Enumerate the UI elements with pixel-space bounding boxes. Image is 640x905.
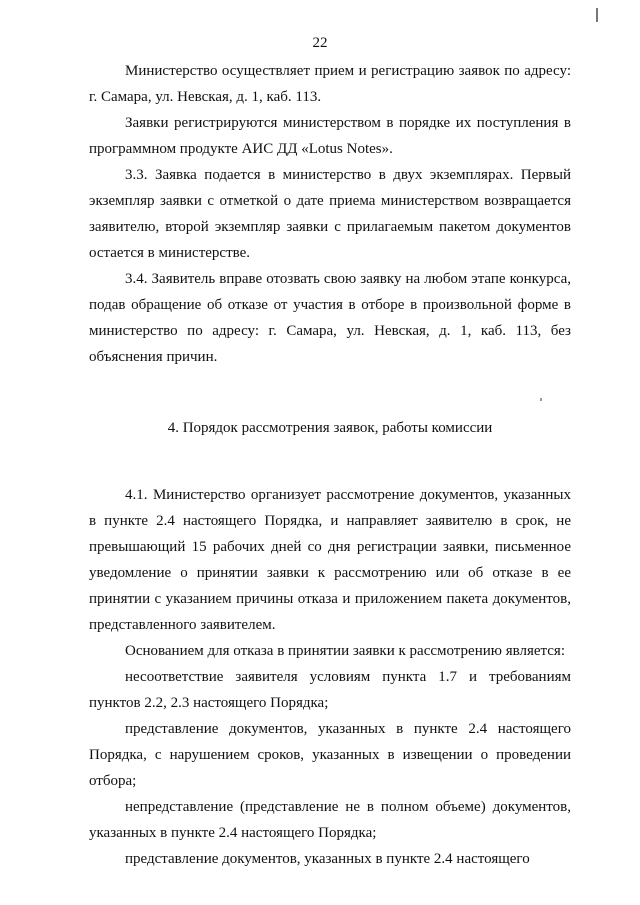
paragraph-ground-late-submission: представление документов, указанных в пункте 2.4 настоящего Порядка, с нарушением сроков, указанных в извещении о проведении отбора; [89,721,571,789]
paragraph-ground-incomplete: непредставление (представление не в полном объеме) документов, указанных в пункте 2.4 настоящего Порядка; [89,799,571,841]
paragraph-reception-address: Министерство осуществляет прием и регистрацию заявок по адресу: г. Самара, ул. Невская, д. 1, каб. 113. [89,63,571,105]
paragraph-4-1: 4.1. Министерство организует рассмотрение документов, указанных в пункте 2.4 настоящего Порядка, и направляет заявителю в срок, не превышающий 15 рабочих дней со дня регистрации заявки, письменное уведомление о принятии заявки к рассмотрению или об отказе в ее принятии с указанием причины отказа и приложением пакета документов, представленного заявителем. [89,487,571,633]
paragraph-registration: Заявки регистрируются министерством в порядке их поступления в программном продукте АИС ДД «Lotus Notes». [89,115,571,157]
paragraph-ground-nonconformity: несоответствие заявителя условиям пункта 1.7 и требованиям пунктов 2.2, 2.3 настоящего Порядка; [89,669,571,711]
paragraph-3-4: 3.4. Заявитель вправе отозвать свою заявку на любом этапе конкурса, подав обращение об отказе от участия в отборе в произвольной форме в министерство по адресу: г. Самара, ул. Невская, д. 1, каб. 113, без объяснения причин. [89,271,571,365]
paragraph-3-3: 3.3. Заявка подается в министерство в двух экземплярах. Первый экземпляр заявки с отметкой о дате приема министерством возвращается заявителю, второй экземпляр заявки с прилагаемым пакетом документов остается в министерстве. [89,167,571,261]
page-number: 22 [312,35,328,51]
scan-artifact [596,8,598,22]
section-heading: 4. Порядок рассмотрения заявок, работы комиссии [167,420,493,436]
paragraph-refusal-grounds: Основанием для отказа в принятии заявки к рассмотрению является: [125,643,565,659]
paragraph-ground-partial: представление документов, указанных в пункте 2.4 настоящего [125,851,530,867]
document-body [89,58,571,872]
